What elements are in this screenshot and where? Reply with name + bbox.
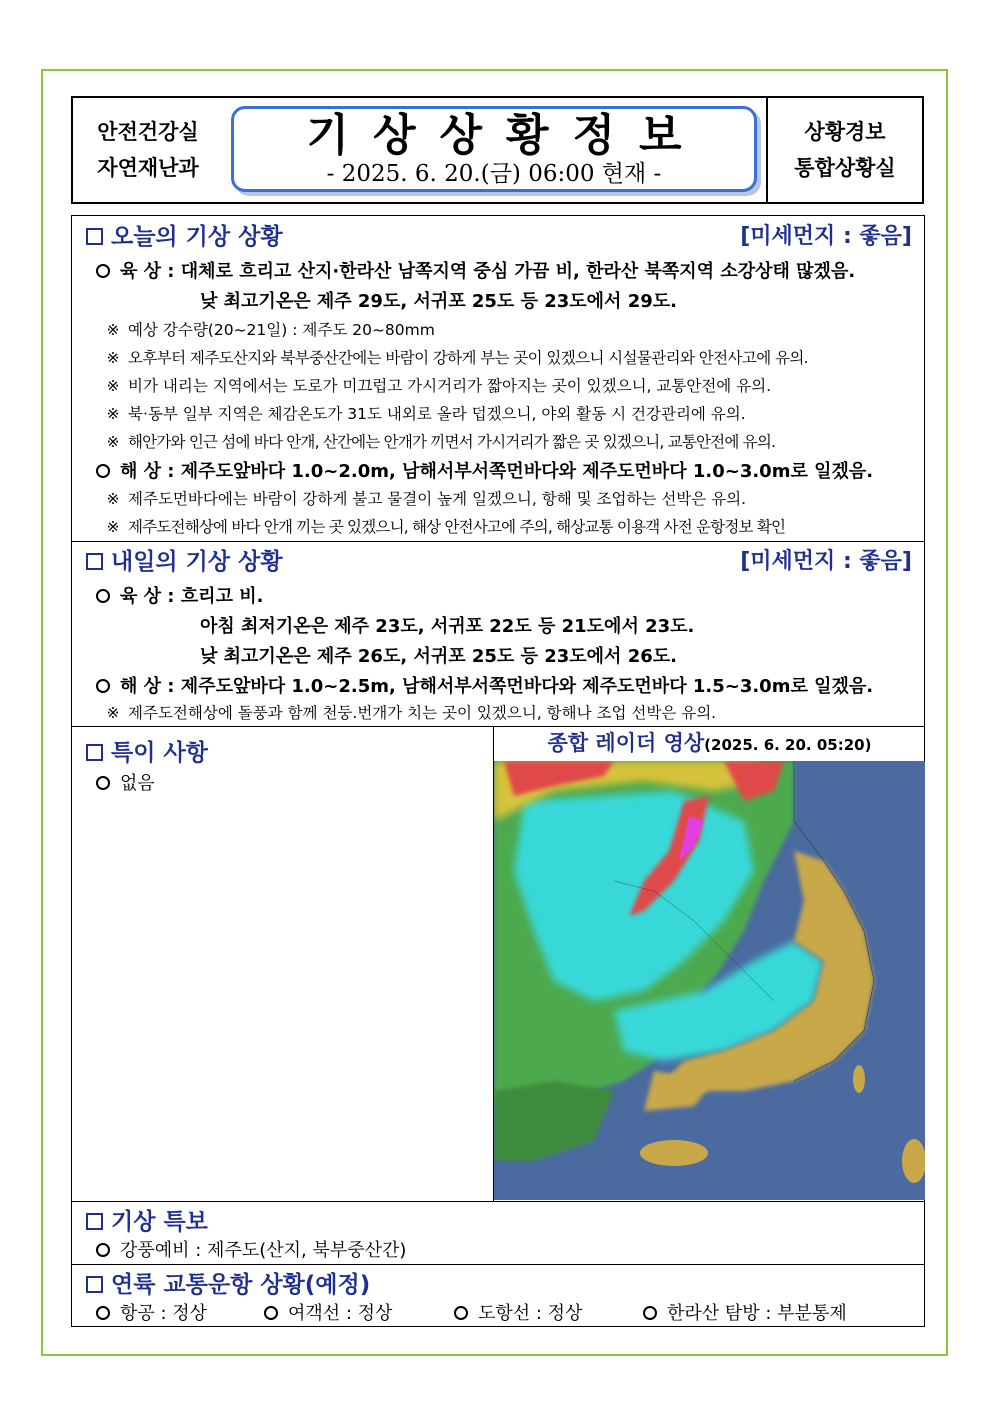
radar-island	[853, 1065, 865, 1093]
checkbox-icon	[86, 228, 103, 245]
today-sea-note: ※ 제주도먼바다에는 바람이 강하게 불고 물결이 높게 일겠으니, 항해 및 조업하는 선박은 유의.	[106, 490, 747, 508]
circle-bullet-icon	[96, 464, 110, 478]
tomorrow-land-line: 육 상 : 흐리고 비.	[96, 582, 263, 608]
traffic-air: 항공 : 정상	[96, 1299, 207, 1325]
page-title: 기상상황정보	[306, 110, 706, 161]
divider	[72, 1201, 924, 1202]
today-sea-line: 해 상 : 제주도앞바다 1.0~2.0m, 남해서부서쪽먼바다와 제주도먼바다 1.0~3.0m로 일겠음.	[96, 457, 873, 483]
jeju-island	[640, 1140, 708, 1166]
today-note: ※ 비가 내리는 지역에서는 도로가 미끄럽고 가시거리가 짧아지는 곳이 있겠으니, 교통안전에 유의.	[106, 377, 772, 395]
today-note: ※ 예상 강수량(20~21일) : 제주도 20~80mm	[106, 321, 435, 339]
office-line2: 통합상황실	[794, 156, 896, 180]
circle-bullet-icon	[96, 776, 110, 790]
tomorrow-dust-status: [미세먼지 : 좋음]	[740, 549, 912, 574]
today-section-title: 오늘의 기상 상황	[86, 218, 283, 251]
divider	[72, 541, 924, 542]
tomorrow-sea-line: 해 상 : 제주도앞바다 1.0~2.5m, 남해서부서쪽먼바다와 제주도먼바다 1.5~3.0m로 일겠음.	[96, 672, 873, 698]
today-note: ※ 오후부터 제주도산지와 북부중산간에는 바람이 강하게 부는 곳이 있겠으니 시설물관리와 안전사고에 유의.	[106, 349, 809, 367]
checkbox-icon	[86, 1213, 103, 1230]
checkbox-icon	[86, 1276, 103, 1293]
special-section-title: 특이 사항	[86, 734, 208, 767]
divider	[72, 1264, 924, 1265]
title-box	[231, 106, 757, 192]
warning-item: 강풍예비 : 제주도(산지, 북부중산간)	[96, 1236, 406, 1262]
checkbox-icon	[86, 553, 103, 570]
document-header	[71, 96, 924, 204]
tomorrow-sea-note: ※ 제주도전해상에 돌풍과 함께 천둥.번개가 치는 곳이 있겠으니, 항해나 조업 선박은 유의.	[106, 704, 717, 722]
traffic-island-ferry: 도항선 : 정상	[454, 1299, 582, 1325]
department-label	[73, 98, 223, 202]
circle-bullet-icon	[96, 679, 110, 693]
today-note: ※ 북·동부 일부 지역은 체감온도가 31도 내외로 올라 덥겠으니, 야외 활동 시 건강관리에 유의.	[106, 405, 746, 423]
today-dust-status: [미세먼지 : 좋음]	[740, 224, 912, 249]
circle-bullet-icon	[96, 264, 110, 278]
circle-bullet-icon	[643, 1306, 657, 1320]
today-note: ※ 해안가와 인근 섬에 바다 안개, 산간에는 안개가 끼면서 가시거리가 짧은 곳 있겠으니, 교통안전에 유의.	[106, 433, 776, 451]
warning-section-title: 기상 특보	[86, 1203, 208, 1236]
tomorrow-min-temp: 아침 최저기온은 제주 23도, 서귀포 22도 등 21도에서 23도.	[200, 616, 695, 637]
office-label	[766, 98, 922, 202]
radar-island	[902, 1139, 925, 1183]
radar-title: 종합 레이더 영상(2025. 6. 20. 05:20)	[547, 731, 872, 755]
traffic-ferry: 여객선 : 정상	[264, 1299, 392, 1325]
today-land-line: 육 상 : 대체로 흐리고 산지·한라산 남쪽지역 중심 가끔 비, 한라산 북쪽지역 소강상태 많겠음.	[96, 257, 855, 283]
special-item: 없음	[96, 769, 155, 795]
circle-bullet-icon	[264, 1306, 278, 1320]
circle-bullet-icon	[96, 1306, 110, 1320]
main-content	[71, 215, 925, 1327]
department-line1: 안전건강실	[97, 120, 199, 144]
radar-image	[494, 761, 925, 1200]
checkbox-icon	[86, 744, 103, 761]
tomorrow-max-temp: 낮 최고기온은 제주 26도, 서귀포 25도 등 23도에서 26도.	[200, 646, 677, 667]
report-datetime: - 2025. 6. 20.(금) 06:00 현재 -	[326, 161, 662, 187]
circle-bullet-icon	[454, 1306, 468, 1320]
department-line2: 자연재난과	[97, 156, 199, 180]
traffic-hallasan: 한라산 탐방 : 부분통제	[643, 1299, 847, 1325]
today-sea-note: ※ 제주도전해상에 바다 안개 끼는 곳 있겠으니, 해상 안전사고에 주의, 해상교통 이용객 사전 운항정보 확인	[106, 518, 786, 536]
tomorrow-section-title: 내일의 기상 상황	[86, 543, 283, 576]
circle-bullet-icon	[96, 589, 110, 603]
office-line1: 상황경보	[804, 120, 886, 144]
circle-bullet-icon	[96, 1243, 110, 1257]
traffic-section-title: 연륙 교통운항 상황(예정)	[86, 1266, 370, 1299]
today-land-temp: 낮 최고기온은 제주 29도, 서귀포 25도 등 23도에서 29도.	[200, 291, 677, 312]
